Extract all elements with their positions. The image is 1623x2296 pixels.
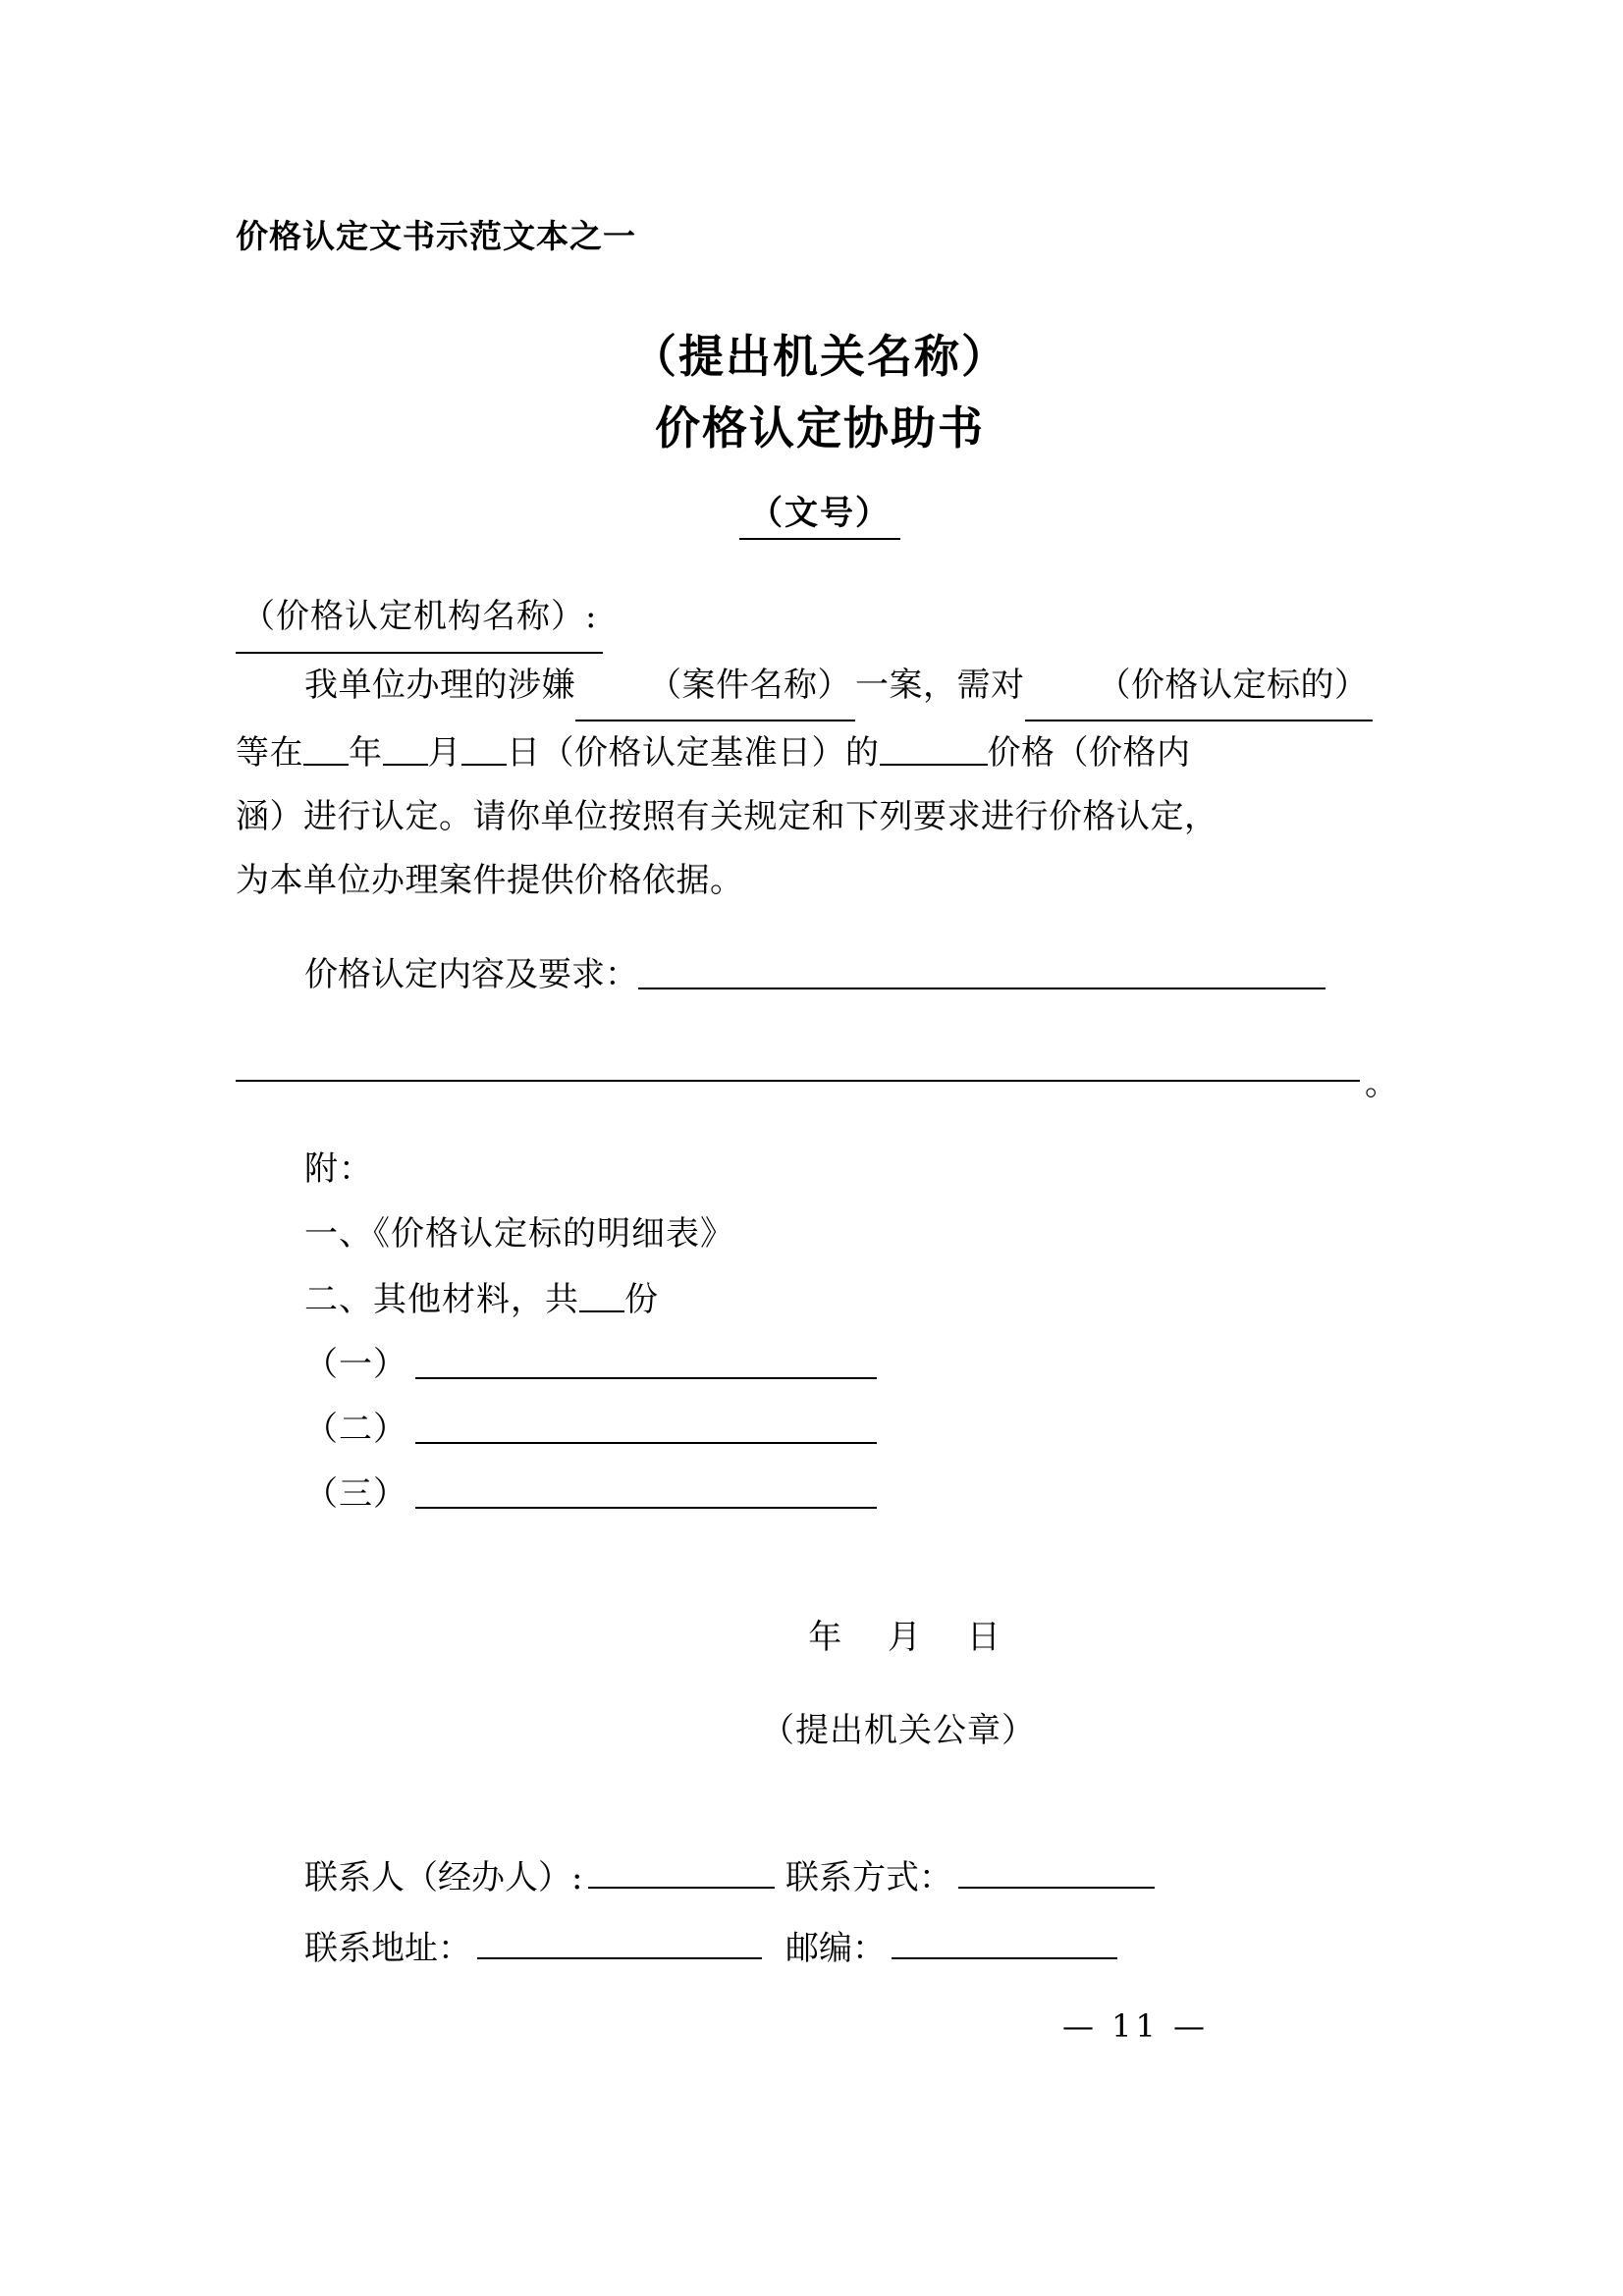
document-kicker: 价格认定文书示范文本之一 [236,217,636,255]
contact-phone-blank [958,1853,1155,1889]
attachments-label: 附： [304,1148,373,1189]
seal-line: （提出机关公章） [761,1711,1036,1751]
attachments-block [236,1137,1404,1527]
document-title-main: 价格认定协助书 [655,400,985,454]
addressee-text: （价格认定机构名称）: [236,585,603,653]
day-blank [461,730,507,766]
attachment-sub-1-blank [415,1344,877,1379]
para-seg7: 价格（价格内 [987,732,1191,773]
request-blank-2 [236,1080,1360,1082]
attachment-sub-1-label: （一） [304,1344,407,1384]
contact-person-field [304,1843,785,1913]
price-blank [880,730,988,766]
attachment-sub-2-label: （二） [304,1410,407,1450]
attachment-sub-3 [236,1462,1404,1526]
attachment-sub-1 [236,1332,1404,1397]
unit-year: 年 [349,732,383,773]
attachment-count-blank [579,1277,624,1312]
document-title-agency: （提出机关名称） [631,330,1008,383]
body-paragraph-line3 [236,785,1404,849]
contact-phone-field [785,1843,1155,1913]
contact-address-field [304,1914,785,1984]
unit-day: 日 [507,732,541,773]
document-body [236,585,1404,1984]
para-seg9: 为本单位办理案件提供价格依据。 [236,861,744,901]
body-paragraph-line4 [236,849,1404,913]
month-blank [383,730,428,766]
request-blank-1 [638,954,1325,989]
attachment-sub-2 [236,1397,1404,1462]
body-paragraph-line2 [236,721,1404,785]
attachment-item-2-suffix: 份 [624,1279,659,1319]
attachment-item-2 [236,1267,1404,1332]
request-period: 。 [1365,1063,1398,1103]
attachment-item-1: 一、《价格认定标的明细表》 [304,1214,734,1255]
title-block [236,324,1404,540]
document-number: （文号） [739,486,900,540]
contact-block [236,1843,1404,1984]
document-content [236,211,1404,1984]
contact-row-2 [236,1914,1404,1984]
date-line: 年 月 日 [808,1617,1018,1657]
contact-person-blank [588,1853,775,1889]
contact-address-label: 联系地址： [304,1928,471,1968]
contact-postcode-blank [892,1924,1117,1959]
request-line [236,943,1404,1007]
unit-month: 月 [427,732,461,773]
request-label: 价格认定内容及要求： [304,954,638,994]
year-blank [303,730,349,766]
attachment-sub-2-blank [415,1409,877,1444]
para-seg1: 我单位办理的涉嫌 [304,665,575,705]
para-seg8: 涵）进行认定。请你单位按照有关规定和下列要求进行价格认定， [236,797,1218,837]
contact-person-label: 联系人（经办人）: [304,1858,583,1898]
attachment-item-2-prefix: 二、其他材料，共 [304,1279,579,1319]
attachment-sub-3-label: （三） [304,1474,407,1515]
request-blank-row-2 [236,1052,1404,1103]
body-paragraph [236,654,1404,721]
attachment-sub-3-blank [415,1473,877,1509]
contact-phone-label: 联系方式： [785,1858,952,1898]
contact-postcode-field [785,1914,1117,1984]
contact-address-blank [477,1924,762,1959]
para-seg6: （价格认定基准日）的 [540,732,880,773]
para-seg5: 等在 [236,732,303,773]
case-name-blank: （案件名称） [575,654,855,721]
contact-row-1 [236,1843,1404,1913]
addressee-line [236,585,1404,653]
contact-postcode-label: 邮编： [785,1928,886,1968]
pricing-object-blank: （价格认定标的） [1025,654,1373,721]
page-number: — 11 — [1061,2007,1210,2045]
para-seg3: 一案，需对 [855,665,1025,705]
